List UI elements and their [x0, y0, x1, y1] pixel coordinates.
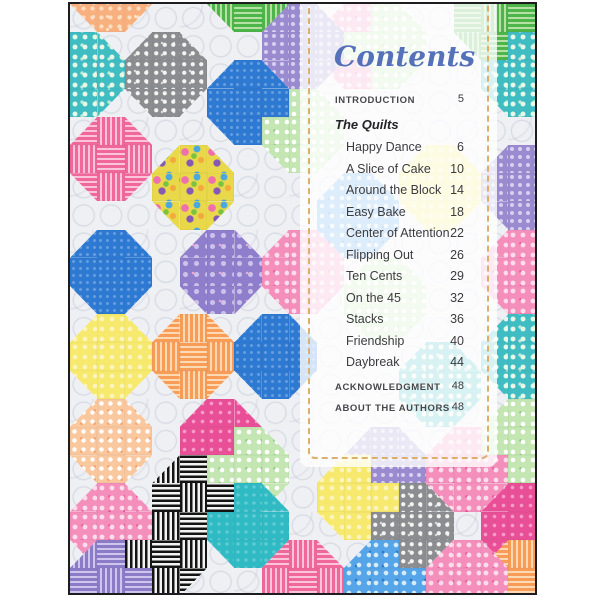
toc-label: A Slice of Cake: [346, 161, 431, 176]
quilt-block-orangeFloral: [97, 4, 124, 32]
quilt-block-grayDots: [152, 32, 179, 60]
toc-label: Flipping Out: [346, 247, 414, 262]
quilt-block-greenFloral: [207, 455, 234, 483]
quilt-block-greenFloral: [262, 117, 289, 145]
toc-page-number: 44: [450, 355, 464, 369]
quilt-block-tealFloral: [70, 89, 97, 117]
quilt-block-blue: [70, 258, 97, 286]
quilt-block-pinkStripe: [70, 145, 97, 173]
quilt-block-tealFloral: [70, 60, 97, 88]
quilt-block-blackStripe: [180, 455, 207, 483]
quilt-block-teal: [234, 540, 261, 568]
quilt-triangle-purpleDots: [536, 145, 537, 173]
quilt-block-orangeStripe: [180, 314, 207, 342]
quilt-block-tealFloral: [70, 32, 97, 60]
quilt-block-pinkStripe: [97, 173, 124, 201]
quilt-block-purpleDots: [508, 173, 535, 201]
quilt-block-orangeStripe: [508, 540, 535, 568]
quilt-block-tealFloral: [508, 371, 535, 399]
quilt-triangle-tealFloral: [536, 371, 537, 399]
toc-page-number: 22: [450, 226, 464, 240]
quilt-block-teal: [207, 512, 234, 540]
quilt-block-blackStripe: [180, 540, 207, 568]
toc-page-number: 26: [450, 247, 464, 262]
contents-panel: [300, 2, 497, 467]
quilt-block-blue: [97, 258, 124, 286]
toc-label: Around the Block: [346, 183, 442, 197]
quilt-block-blackStripe: [152, 512, 179, 540]
quilt-block-purpleDots: [508, 201, 535, 229]
toc-entry-happy-dance: [300, 140, 497, 158]
quilt-block-greenStripe: [508, 4, 535, 32]
quilt-block-multiFloral: [152, 173, 179, 201]
quilt-block-tealFloral: [97, 60, 124, 88]
quilt-block-blackStripe: [125, 540, 152, 568]
quilt-block-yellow: [344, 512, 371, 540]
quilt-block-pinkFloral: [70, 512, 97, 540]
quilt-block-tealFloral: [508, 60, 535, 88]
quilt-block-grayDots: [152, 89, 179, 117]
quilt-block-pinkStripe: [125, 145, 152, 173]
toc-label: Happy Dance: [346, 140, 422, 154]
quilt-block-tealFloral: [508, 89, 535, 117]
quilt-block-grayDots: [399, 512, 426, 540]
quilt-block-orangeFloral: [125, 2, 152, 4]
quilt-block-hotPink: [508, 483, 535, 511]
quilt-block-grayDots: [426, 512, 453, 540]
toc-page-number: 36: [450, 312, 464, 326]
quilt-block-purpleFloral: [207, 258, 234, 286]
toc-page-number: 14: [450, 183, 464, 197]
quilt-block-pinkFloral: [426, 568, 453, 595]
toc-label: Daybreak: [346, 355, 400, 369]
quilt-block-blackStripe: [180, 483, 207, 511]
quilt-block-peachFloral: [97, 455, 124, 483]
quilt-block-greenFloral: [508, 455, 535, 483]
quilt-block-greenFloral: [234, 427, 261, 455]
toc-page-number: 48: [451, 380, 464, 392]
quilt-block-pinkStripe: [262, 568, 289, 595]
quilt-block-purpleDots: [508, 145, 535, 173]
toc-entry-stacks: [300, 312, 497, 330]
toc-label: Easy Bake: [346, 204, 406, 219]
quilt-block-hotPink: [207, 427, 234, 455]
toc-entry-about-the-authors: [300, 400, 497, 418]
quilt-block-tealFloral: [508, 32, 535, 60]
toc-label: Ten Cents: [346, 269, 403, 283]
quilt-block-multiFloral: [180, 201, 207, 229]
quilt-block-pinkFloral: [454, 483, 481, 511]
quilt-block-teal: [234, 483, 261, 511]
toc-entry-flipping-out: [300, 248, 497, 266]
toc-label: On the 45: [346, 290, 401, 305]
quilt-block-grayDots: [152, 60, 179, 88]
quilt-block-pinkFloral: [454, 568, 481, 595]
quilt-block-blueFloral: [344, 568, 371, 595]
quilt-cover-photo: [68, 2, 537, 595]
quilt-block-orangeStripe: [536, 568, 537, 595]
quilt-block-grayDots: [125, 60, 152, 88]
quilt-block-purpleStripe: [97, 568, 124, 595]
quilt-block-pinkFloral: [97, 512, 124, 540]
quilt-block-pinkStripe: [289, 568, 316, 595]
quilt-triangle-hotPink: [536, 540, 537, 568]
quilt-block-yellow: [97, 314, 124, 342]
quilt-block-tealFloral: [68, 60, 70, 88]
quilt-block-peachFloral: [97, 399, 124, 427]
quilt-triangle-tealFloral: [536, 89, 537, 117]
quilt-block-greenFloral: [234, 455, 261, 483]
quilt-block-blueFloral: [399, 568, 426, 595]
quilt-block-blue: [97, 230, 124, 258]
quilt-block-pinkFloral: [508, 286, 535, 314]
quilt-block-blue: [234, 117, 261, 145]
quilt-block-blue: [97, 286, 124, 314]
quilt-block-purpleFloral: [234, 258, 261, 286]
quilt-block-peachFloral: [97, 427, 124, 455]
quilt-block-multiFloral: [207, 173, 234, 201]
quilt-block-pinkFloral: [536, 258, 537, 286]
quilt-block-orangeFloral: [70, 2, 97, 4]
toc-entry-introduction: [300, 92, 497, 110]
quilt-block-pinkStripe: [289, 540, 316, 568]
quilt-block-tealFloral: [508, 314, 535, 342]
quilt-block-purpleDots: [536, 173, 537, 201]
toc-page-number: 40: [450, 333, 464, 348]
toc-label: ABOUT THE AUTHORS: [335, 403, 450, 414]
quilt-block-pinkStripe: [97, 145, 124, 173]
quilt-block-purpleDots: [262, 32, 289, 60]
quilt-block-purpleFloral: [180, 258, 207, 286]
toc-entry-around-the-block: [300, 183, 497, 201]
quilt-block-hotPink: [508, 512, 535, 540]
quilt-block-yellow: [125, 342, 152, 370]
toc-label: ACKNOWLEDGMENT: [335, 382, 441, 393]
quilt-block-purpleStripe: [70, 568, 97, 595]
quilt-block-pinkFloral: [262, 258, 289, 286]
quilt-block-greenStripe: [234, 4, 261, 32]
toc-entry-a-slice-of-cake: [300, 162, 497, 180]
quilt-block-pinkFloral: [454, 540, 481, 568]
toc-entry-acknowledgment: [300, 379, 497, 397]
quilt-block-orangeStripe: [180, 371, 207, 399]
quilt-block-blue: [262, 342, 289, 370]
quilt-block-greenFloral: [262, 455, 289, 483]
quilt-block-blackStripe: [207, 483, 234, 511]
quilt-block-teal: [234, 512, 261, 540]
quilt-block-pinkFloral: [508, 258, 535, 286]
toc-label: Stacks: [346, 312, 384, 326]
quilt-block-orangeStripe: [180, 342, 207, 370]
quilt-block-teal: [262, 512, 289, 540]
toc-label: INTRODUCTION: [335, 95, 416, 106]
toc-entry-the-quilts: [300, 117, 497, 135]
quilt-triangle-purpleDots: [536, 201, 537, 229]
toc-entry-easy-bake: [300, 205, 497, 223]
quilt-block-pinkFloral: [125, 512, 152, 540]
quilt-triangle-orangeStripe: [536, 540, 537, 568]
quilt-block-greenFloral: [536, 427, 537, 455]
quilt-block-pinkFloral: [481, 568, 508, 595]
quilt-block-multiFloral: [180, 145, 207, 173]
quilt-block-multiFloral: [180, 173, 207, 201]
toc-label: Friendship: [346, 333, 405, 348]
quilt-triangle-greenFloral: [536, 455, 537, 483]
contents-title: Contents: [334, 40, 476, 73]
quilt-block-purpleStripe: [97, 540, 124, 568]
toc-page-number: 6: [457, 140, 464, 154]
quilt-block-hotPink: [481, 512, 508, 540]
toc-entry-daybreak: [300, 355, 497, 373]
quilt-block-blackStripe: [152, 540, 179, 568]
quilt-triangle-pinkFloral: [536, 286, 537, 314]
quilt-block-yellow: [344, 483, 371, 511]
quilt-block-pinkStripe: [317, 568, 344, 595]
quilt-block-peachFloral: [70, 427, 97, 455]
quilt-triangle-hotPink: [536, 483, 537, 511]
quilt-triangle-pinkFloral: [536, 230, 537, 258]
quilt-block-blue: [234, 89, 261, 117]
toc-page-number: 32: [450, 290, 464, 305]
toc-page-number: 18: [450, 204, 464, 219]
quilt-block-blueFloral: [371, 540, 398, 568]
quilt-block-yellow: [70, 342, 97, 370]
quilt-block-yellow: [371, 483, 398, 511]
quilt-block-orangeStripe: [207, 342, 234, 370]
quilt-block-yellow: [97, 342, 124, 370]
toc-entry-on-the-45: [300, 291, 497, 309]
quilt-block-grayDots: [399, 483, 426, 511]
quilt-block-yellow: [97, 371, 124, 399]
quilt-block-blue: [262, 371, 289, 399]
toc-page-number: 29: [450, 269, 464, 283]
toc-page-number: 10: [450, 161, 464, 176]
quilt-block-greenFloral: [508, 399, 535, 427]
quilt-block-blackStripe: [180, 512, 207, 540]
toc-page-number: 5: [457, 93, 464, 105]
quilt-block-blue: [262, 89, 289, 117]
quilt-triangle-tealFloral: [536, 314, 537, 342]
toc-page-number: 48: [451, 401, 464, 413]
quilt-block-pinkFloral: [97, 483, 124, 511]
quilt-block-purpleFloral: [207, 286, 234, 314]
quilt-block-grayDots: [371, 512, 398, 540]
quilt-block-blueFloral: [371, 568, 398, 595]
quilt-block-blue: [234, 60, 261, 88]
quilt-block-peachFloral: [125, 427, 152, 455]
quilt-block-greenStripe: [207, 2, 234, 4]
quilt-block-pinkStripe: [97, 117, 124, 145]
quilt-block-grayDots: [180, 60, 207, 88]
quilt-block-blackStripe: [152, 568, 179, 595]
quilt-block-purpleFloral: [207, 230, 234, 258]
quilt-block-greenFloral: [508, 427, 535, 455]
quilt-block-tealFloral: [536, 60, 537, 88]
quilt-block-hotPink: [536, 512, 537, 540]
quilt-block-blue: [262, 314, 289, 342]
toc-entry-center-of-attention: [300, 226, 497, 244]
quilt-block-orangeStripe: [508, 568, 535, 595]
quilt-block-greenStripe: [262, 2, 289, 4]
quilt-block-orangeStripe: [152, 342, 179, 370]
toc-label: Center of Attention: [346, 226, 450, 240]
quilt-block-purpleStripe: [125, 568, 152, 595]
quilt-block-blue: [207, 89, 234, 117]
quilt-block-blackStripe: [152, 483, 179, 511]
quilt-block-tealFloral: [536, 342, 537, 370]
quilt-block-pinkFloral: [508, 230, 535, 258]
quilt-block-tealFloral: [508, 342, 535, 370]
quilt-block-grayDots: [399, 540, 426, 568]
quilt-block-hotPink: [207, 399, 234, 427]
quilt-triangle-greenFloral: [536, 399, 537, 427]
toc-label: The Quilts: [335, 117, 399, 132]
toc-entry-ten-cents: [300, 269, 497, 287]
quilt-block-hotPink: [180, 427, 207, 455]
quilt-block-yellow: [317, 483, 344, 511]
quilt-block-blue: [234, 342, 261, 370]
quilt-block-blue: [125, 258, 152, 286]
quilt-triangle-tealFloral: [536, 32, 537, 60]
toc-entry-friendship: [300, 334, 497, 352]
